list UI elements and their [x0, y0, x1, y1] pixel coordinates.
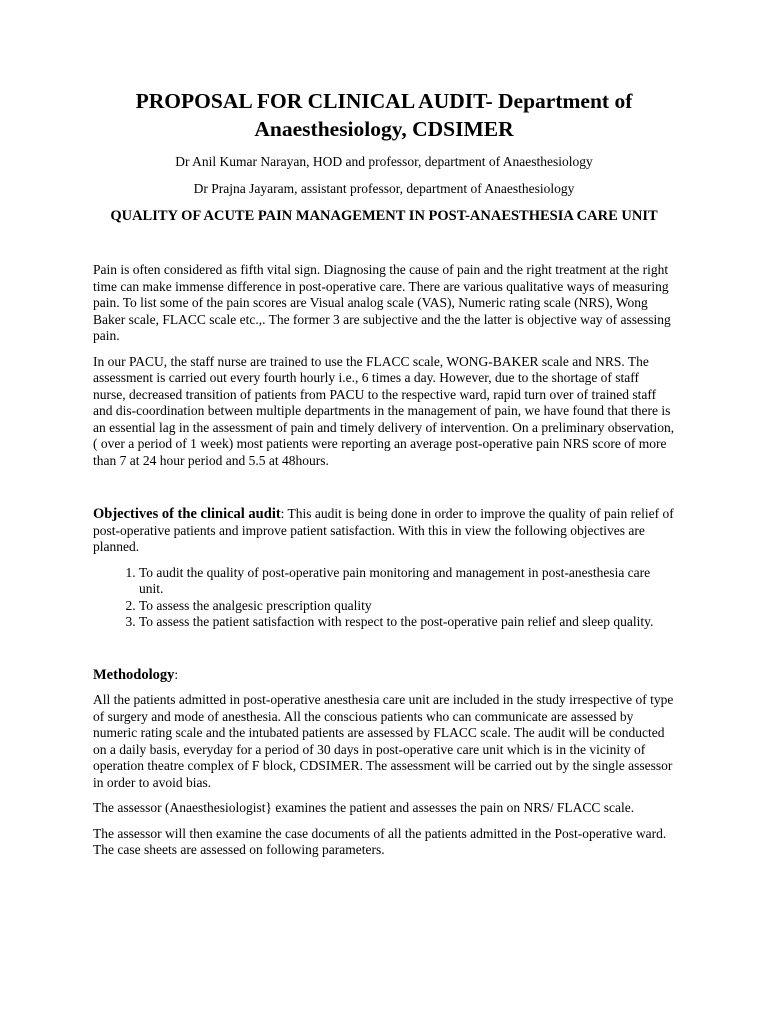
objective-item: 2. To assess the analgesic prescription quality: [139, 598, 675, 615]
author-line-2: Dr Prajna Jayaram, assistant professor, department of Anaesthesiology: [193, 181, 575, 196]
page-title: PROPOSAL FOR CLINICAL AUDIT- Department of Anaesthesiology, CDSIMER: [135, 89, 633, 141]
objectives-heading: Objectives of the clinical audit: [93, 506, 281, 522]
spacer: [93, 631, 675, 653]
objective-item: 1. To audit the quality of post-operative pain monitoring and management in post-anesthesia care unit.: [139, 565, 675, 598]
intro-paragraph-1: Pain is often considered as fifth vital sign. Diagnosing the cause of pain and the right treatment at the right time can make immense difference in post-operative care. There are various qualitative ways of measuring pain. To list some of the pain scores are Visual analog scale (VAS), Numeric rating scale (NRS), Wong Baker scale, FLACC scale etc.,. The former 3 are subjective and the the latter is objective way of assessing pain.: [93, 262, 671, 343]
author-line-1: Dr Anil Kumar Narayan, HOD and professor, department of Anaesthesiology: [175, 154, 593, 169]
methodology-paragraph-1: All the patients admitted in post-operative anesthesia care unit are included in the study irrespective of type of surgery and mode of anesthesia. All the conscious patients who can communicate are assessed by numeric rating scale and the intubated patients are assessed by FLACC scale. The audit will be conducted on a daily basis, everyday for a period of 30 days in post-operative care unit which is in the vicinity of operation theatre complex of F block, CDSIMER. The assessment will be carried out by the single assessor in order to avoid bias.: [93, 692, 674, 790]
objectives-list: [93, 565, 675, 631]
methodology-heading-line: [93, 667, 675, 684]
intro-paragraph-2: In our PACU, the staff nurse are trained to use the FLACC scale, WONG-BAKER scale and NRS. The assessment is carried out every fourth hourly i.e., 6 times a day. However, due to the shortage of staff nurse, decreased transition of patients from PACU to the respective ward, rapid turn over of trained staff and dis-coordination between multiple departments in the management of pain, we have found that there is an essential lag in the assessment of pain and timely delivery of intervention. On a preliminary observation, ( over a period of 1 week) most patients were reporting an average post-operative pain NRS score of more than 7 at 24 hour period and 5.5 at 48hours.: [93, 353, 675, 468]
methodology-paragraph-2: The assessor (Anaesthesiologist} examines the patient and assesses the pain on NRS/ FLACC scale.: [93, 800, 635, 815]
objectives-paragraph: [93, 506, 675, 556]
objective-item: 3. To assess the patient satisfaction with respect to the post-operative pain relief and sleep quality.: [139, 614, 675, 631]
methodology-paragraph-3: The assessor will then examine the case documents of all the patients admitted in the Post-operative ward. The case sheets are assessed on following parameters.: [93, 825, 667, 857]
methodology-colon: :: [174, 666, 179, 682]
methodology-heading: Methodology: [93, 666, 175, 683]
objectives-intro-text: : This audit is being done in order to improve the quality of pain relief of post-operative patients and improve patient satisfaction. With this in view the following objectives are planned.: [93, 506, 674, 554]
document-subtitle: QUALITY OF ACUTE PAIN MANAGEMENT IN POST-ANAESTHESIA CARE UNIT: [110, 208, 658, 224]
spacer: [93, 478, 675, 506]
